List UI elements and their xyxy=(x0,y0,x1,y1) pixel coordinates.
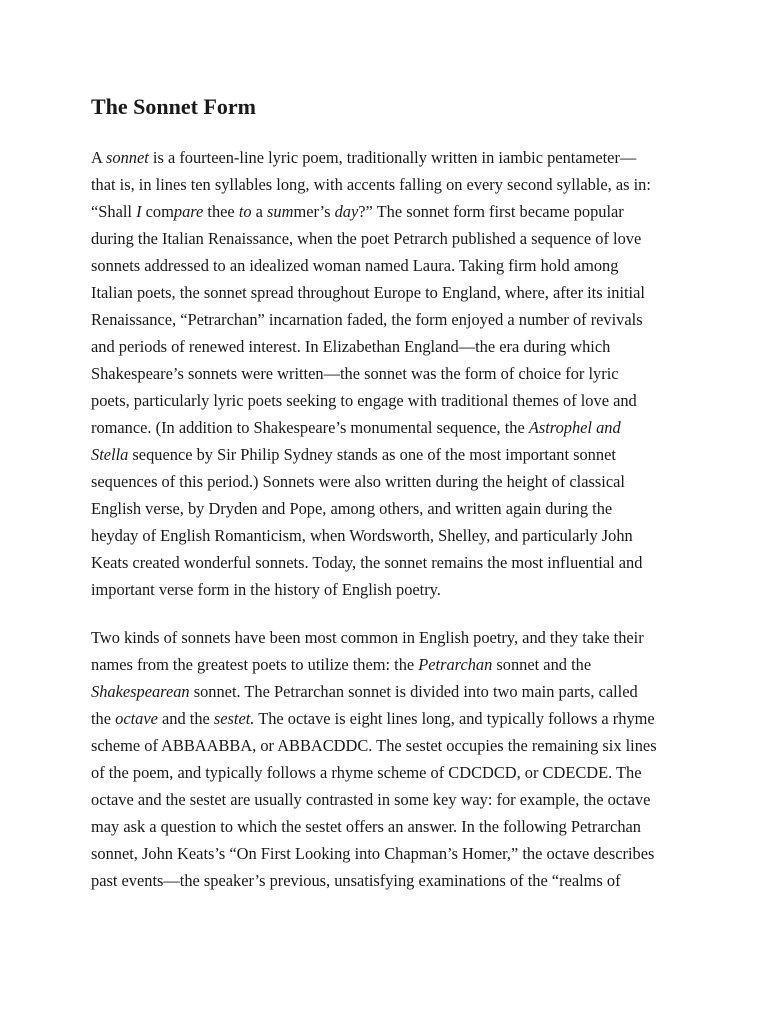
text-run: that is, in lines ten syllables long, with accents falling on every second syllable, as in: xyxy=(91,175,651,194)
text-line xyxy=(91,624,657,651)
text-line xyxy=(91,705,657,732)
text-run: scheme of ABBAABBA, or ABBACDDC. The sestet occupies the remaining six lines xyxy=(91,736,657,755)
text-run: octave and the sestet are usually contrasted in some key way: for example, the octave xyxy=(91,790,651,809)
text-run: sequence by Sir Philip Sydney stands as one of the most important sonnet xyxy=(128,445,616,464)
text-line xyxy=(91,333,651,360)
text-line xyxy=(91,279,651,306)
text-run: English verse, by Dryden and Pope, among others, and written again during the xyxy=(91,499,613,518)
text-line xyxy=(91,225,651,252)
text-run: Two kinds of sonnets have been most common in English poetry, and they take their xyxy=(91,628,644,647)
text-line xyxy=(91,495,651,522)
text-run: important verse form in the history of English poetry. xyxy=(91,580,441,599)
text-run: and the xyxy=(157,709,214,728)
italic-text: octave xyxy=(115,709,158,728)
text-run: names from the greatest poets to utilize them: the xyxy=(91,655,419,674)
text-line xyxy=(91,144,651,171)
text-run: a xyxy=(251,202,268,221)
text-line xyxy=(91,252,651,279)
paragraph-1 xyxy=(91,144,651,603)
text-run: Italian poets, the sonnet spread throughout Europe to England, where, after its initial xyxy=(91,283,645,302)
text-run: Shakespeare’s sonnets were written—the sonnet was the form of choice for lyric xyxy=(91,364,619,383)
text-run: the xyxy=(91,709,116,728)
text-run: thee xyxy=(203,202,239,221)
text-run: The octave is eight lines long, and typically follows a rhyme xyxy=(254,709,655,728)
text-run: Keats created wonderful sonnets. Today, the sonnet remains the most influential and xyxy=(91,553,643,572)
text-run: poets, particularly lyric poets seeking to engage with traditional themes of love and xyxy=(91,391,637,410)
text-line xyxy=(91,306,651,333)
text-run: Renaissance, “Petrarchan” incarnation faded, the form enjoyed a number of revivals xyxy=(91,310,643,329)
text-run: sonnet and the xyxy=(492,655,592,674)
text-line xyxy=(91,360,651,387)
text-line xyxy=(91,813,657,840)
text-run: ?” The sonnet form first became popular xyxy=(358,202,624,221)
text-run: past events—the speaker’s previous, unsatisfying examinations of the “realms of xyxy=(91,871,621,890)
text-line xyxy=(91,576,651,603)
text-line xyxy=(91,198,651,225)
text-run: sonnet, John Keats’s “On First Looking into Chapman’s Homer,” the octave describes xyxy=(91,844,655,863)
text-run: may ask a question to which the sestet offers an answer. In the following Petrarchan xyxy=(91,817,641,836)
text-run: is a fourteen-line lyric poem, traditionally written in iambic pentameter— xyxy=(148,148,637,167)
italic-text: Petrarchan xyxy=(418,655,493,674)
text-line xyxy=(91,171,651,198)
italic-text: day xyxy=(334,202,359,221)
text-run: heyday of English Romanticism, when Wordsworth, Shelley, and particularly John xyxy=(91,526,633,545)
text-run: mer’s xyxy=(293,202,335,221)
text-line xyxy=(91,651,657,678)
italic-text: to xyxy=(238,202,252,221)
text-line xyxy=(91,549,651,576)
text-line xyxy=(91,522,651,549)
text-line xyxy=(91,441,651,468)
text-run: A xyxy=(91,148,107,167)
text-line xyxy=(91,414,651,441)
text-line xyxy=(91,840,657,867)
page-title: The Sonnet Form xyxy=(91,94,256,119)
text-line xyxy=(91,759,657,786)
text-run: “Shall xyxy=(91,202,137,221)
text-line xyxy=(91,468,651,495)
text-run: during the Italian Renaissance, when the poet Petrarch published a sequence of love xyxy=(91,229,642,248)
text-line xyxy=(91,786,657,813)
text-line xyxy=(91,678,657,705)
text-line xyxy=(91,387,651,414)
text-run: romance. (In addition to Shakespeare’s monumental sequence, the xyxy=(91,418,529,437)
paragraph-2 xyxy=(91,624,657,894)
italic-text: I xyxy=(136,202,142,221)
italic-text: Stella xyxy=(91,445,129,464)
italic-text: sestet. xyxy=(213,709,255,728)
italic-text: sum xyxy=(267,202,294,221)
italic-text: pare xyxy=(173,202,204,221)
italic-text: Astrophel and xyxy=(528,418,621,437)
text-line xyxy=(91,867,657,894)
text-run: sonnet. The Petrarchan sonnet is divided into two main parts, called xyxy=(189,682,638,701)
text-run: sonnets addressed to an idealized woman named Laura. Taking firm hold among xyxy=(91,256,619,275)
text-run: and periods of renewed interest. In Elizabethan England—the era during which xyxy=(91,337,611,356)
text-run: of the poem, and typically follows a rhyme scheme of CDCDCD, or CDECDE. The xyxy=(91,763,642,782)
text-run: com xyxy=(141,202,174,221)
text-line xyxy=(91,732,657,759)
italic-text: Shakespearean xyxy=(91,682,190,701)
italic-text: sonnet xyxy=(106,148,149,167)
text-run: sequences of this period.) Sonnets were also written during the height of classical xyxy=(91,472,625,491)
